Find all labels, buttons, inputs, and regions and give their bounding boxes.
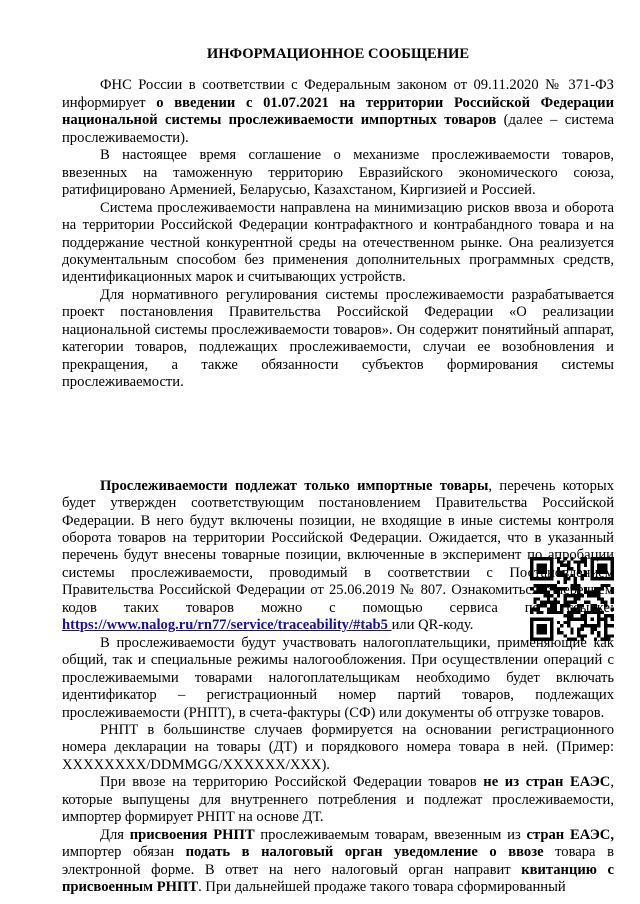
paragraph-eaeu-agreement: В настоящее время соглашение о механизме прослеживаемости товаров, ввезенных на таможенную территорию Евразийского экономического союза, ратифицировано Арменией, Беларусью, Казахстаном, Киргизией и Россией.	[62, 147, 614, 199]
paragraph-eaeu-import: Для присвоения РНПТ прослеживаемым товарам, ввезенным из стран ЕАЭС, импортер обязан подать в налоговый орган уведомление о ввозе товара в электронной форме. В ответ на него налоговый орган направит квитанцию с присвоенным РНПТ. При дальнейшей продаже такого товара сформированный	[62, 826, 614, 896]
traceable-goods-emphasis: Прослеживаемости подлежат только импортные товары	[100, 477, 489, 494]
page-title: ИНФОРМАЦИОННОЕ СООБЩЕНИЕ	[206, 46, 470, 62]
paragraph-regulation: Для нормативного регулирования системы прослеживаемости разрабатывается проект постановления Правительства Российской Федерации «О реализации национальной системы прослеживаемости товаров». Он содержит понятийный аппарат, категории товаров, подлежащих прослеживаемости, случаи ее возобновления и прекращения, а также обязанности субъектов формирования системы прослеживаемости.	[62, 286, 614, 391]
traceability-link[interactable]: https://www.nalog.ru/rn77/service/traceability/#tab5	[62, 617, 392, 634]
paragraph-participants: В прослеживаемости будут участвовать налогоплательщики, применяющие как общий, так и специальные режимы налогообложения. При осуществлении операций с прослеживаемыми товарами налогоплательщикам необходимо будет включать идентификатор – регистрационный номер партий товаров, подлежащих прослеживаемости (РНПТ), в счета-фактуры (СФ) или документы об отгрузке товаров.	[62, 634, 614, 721]
paragraph-non-eaeu-import: При ввозе на территорию Российской Федерации товаров не из стран ЕАЭС, которые выпущены для внутреннего потребления и подлежат прослеживаемости, импортер формирует РНПТ на основе ДТ.	[62, 774, 614, 826]
paragraph-intro: ФНС России в соответствии с Федеральным законом от 09.11.2020 № 371-ФЗ информирует о введении с 01.07.2021 на территории Российской Федерации национальной системы прослеживаемости импортных товаров (далее – система прослеживаемости).	[62, 77, 614, 146]
paragraph-traceable-goods: Прослеживаемости подлежат только импортные товары, перечень которых будет утвержден соответствующим постановлением Правительства Российской Федерации. В него будут включены позиции, не входящие в иные системы контроля оборота товаров на территории Российской Федерации. Ожидается, что в указанный перечень будут внесены товарные позиции, включенные в эксперимент по апробации системы прослеживаемости, проводимый в соответствии с Постановлением Правительства Российской Федерации от 25.06.2019 № 807. Ознакомиться с перечнем кодов таких товаров можно с помощью сервиса по ссылке: https://www.nalog.ru/rn77/service/traceability/#tab5 или QR-коду.	[62, 477, 614, 634]
paragraph-rnpt-format: РНПТ в большинстве случаев формируется на основании регистрационного номера декларации на товары (ДТ) и порядкового номера товара в ней. (Пример: XXXXXXXX/DDMMGG/XXXXXX/XXX).	[62, 721, 614, 773]
paragraph-system-purpose: Система прослеживаемости направлена на минимизацию рисков ввоза и оборота на территории Российской Федерации контрафактного и контрабандного товара и на поддержание честной конкурентной среды на отечественном рынке. Она реализуется документальным способом без применения дополнительных программных средств, идентификационных марок и считывающих устройств.	[62, 199, 614, 286]
intro-emphasis: о введении с 01.07.2021 на территории Российской Федерации национальной системы прослеживаемости импортных товаров	[62, 94, 614, 129]
